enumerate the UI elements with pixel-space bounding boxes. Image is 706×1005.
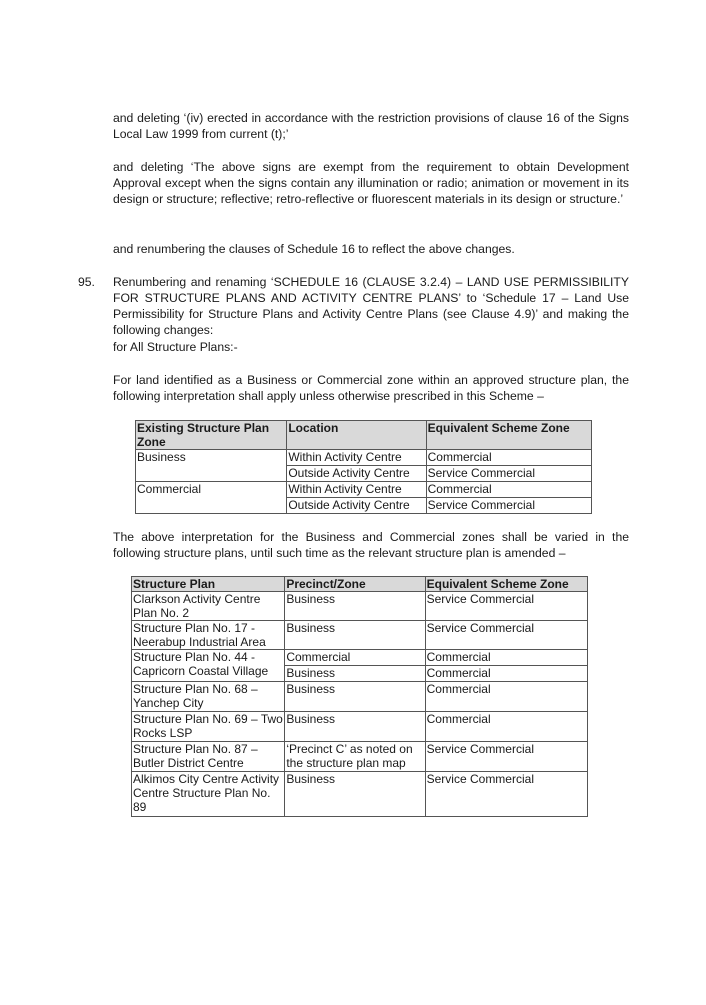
paragraph-deleting-iv: and deleting ‘(iv) erected in accordance with the restriction provisions of clause 16 of the Signs Local Law 1999 from current (t);’ [113,111,629,141]
table-cell: Service Commercial [425,772,587,817]
table-cell: Business [285,682,425,712]
table-row [132,712,588,742]
table-header-cell: Existing Structure Plan Zone [136,421,287,450]
table-cell: Service Commercial [425,592,587,621]
table-cell: Structure Plan No. 69 – Two Rocks LSP [133,712,283,740]
table-header-cell: Equivalent Scheme Zone [425,577,587,592]
table-cell: Within Activity Centre [287,482,426,498]
table-cell: Commercial [136,482,287,514]
table-cell: Service Commercial [426,498,591,514]
table-row [132,742,588,772]
table-cell: Structure Plan No. 68 – Yanchep City [132,682,285,712]
table-row [132,772,588,817]
table-cell: Business [136,450,287,482]
table-header-row [136,421,592,450]
structure-plan-variation-table [131,576,588,817]
table-cell: Service Commercial [425,742,587,772]
table-cell: ‘Precinct C’ as noted on the structure plan map [285,742,425,772]
table-cell: Service Commercial [425,621,587,650]
paragraph-all-structure-plans: for All Structure Plans:- [113,340,238,354]
table-header-cell: Precinct/Zone [285,577,425,592]
table-cell: Business [285,592,425,621]
paragraph-renumbering-schedule: Renumbering and renaming ‘SCHEDULE 16 (CLAUSE 3.2.4) – LAND USE PERMISSIBILITY FOR STRUCTURE PLANS AND ACTIVITY CENTRE PLANS’ to ‘Schedule 17 – Land Use Permissibility for Structure Plans and Activity Centre Plans (see Clause 4.9)’ and making the following changes: [113,275,629,337]
table-header-cell: Structure Plan [132,577,285,592]
table-cell: Structure Plan No. 44 - Capricorn Coastal Village [132,650,285,682]
table-header-row [132,577,588,592]
table-cell: Commercial [425,712,587,742]
table-cell: Commercial [425,666,587,682]
table-cell: Business [285,712,425,742]
table-header-cell: Equivalent Scheme Zone [426,421,591,450]
table-cell: Structure Plan No. 17 - Neerabup Industrial Area [132,621,285,650]
table-cell: Business [285,772,425,817]
table-cell: Alkimos City Centre Activity Centre Structure Plan No. 89 [132,772,285,817]
table-cell: Outside Activity Centre [287,498,426,514]
table-row [132,621,588,650]
table-row [136,450,592,466]
table-cell: Business [285,621,425,650]
item-number: 95. [78,275,95,289]
paragraph-interpretation: For land identified as a Business or Commercial zone within an approved structure plan, the following interpretation shall apply unless otherwise prescribed in this Scheme – [113,373,629,403]
table-cell: Clarkson Activity Centre Plan No. 2 [132,592,285,621]
table-cell: Commercial [426,482,591,498]
table-cell: Commercial [425,682,587,712]
table-row [132,592,588,621]
table-cell: Business [285,666,425,682]
table-row [136,482,592,498]
paragraph-deleting-exempt-signs: and deleting ‘The above signs are exempt from the requirement to obtain Development Approval except when the signs contain any illumination or radio; animation or movement in its design or structure; reflective; retro-reflective or fluorescent materials in its design or structure.’ [113,160,629,206]
paragraph-varied-interpretation: The above interpretation for the Business and Commercial zones shall be varied in the following structure plans, until such time as the relevant structure plan is amended – [113,530,629,560]
table-cell: Outside Activity Centre [287,466,426,482]
table-cell: Commercial [285,650,425,666]
table-row [132,682,588,712]
table-cell: Commercial [426,450,591,466]
table-cell: Structure Plan No. 87 – Butler District Centre [132,742,285,772]
table-cell: Commercial [425,650,587,666]
table-header-cell: Location [287,421,426,450]
paragraph-renumbering-clauses: and renumbering the clauses of Schedule 16 to reflect the above changes. [113,242,515,256]
zone-interpretation-table [135,420,592,514]
table-row [132,650,588,666]
table-cell: Within Activity Centre [287,450,426,466]
table-cell: Service Commercial [426,466,591,482]
